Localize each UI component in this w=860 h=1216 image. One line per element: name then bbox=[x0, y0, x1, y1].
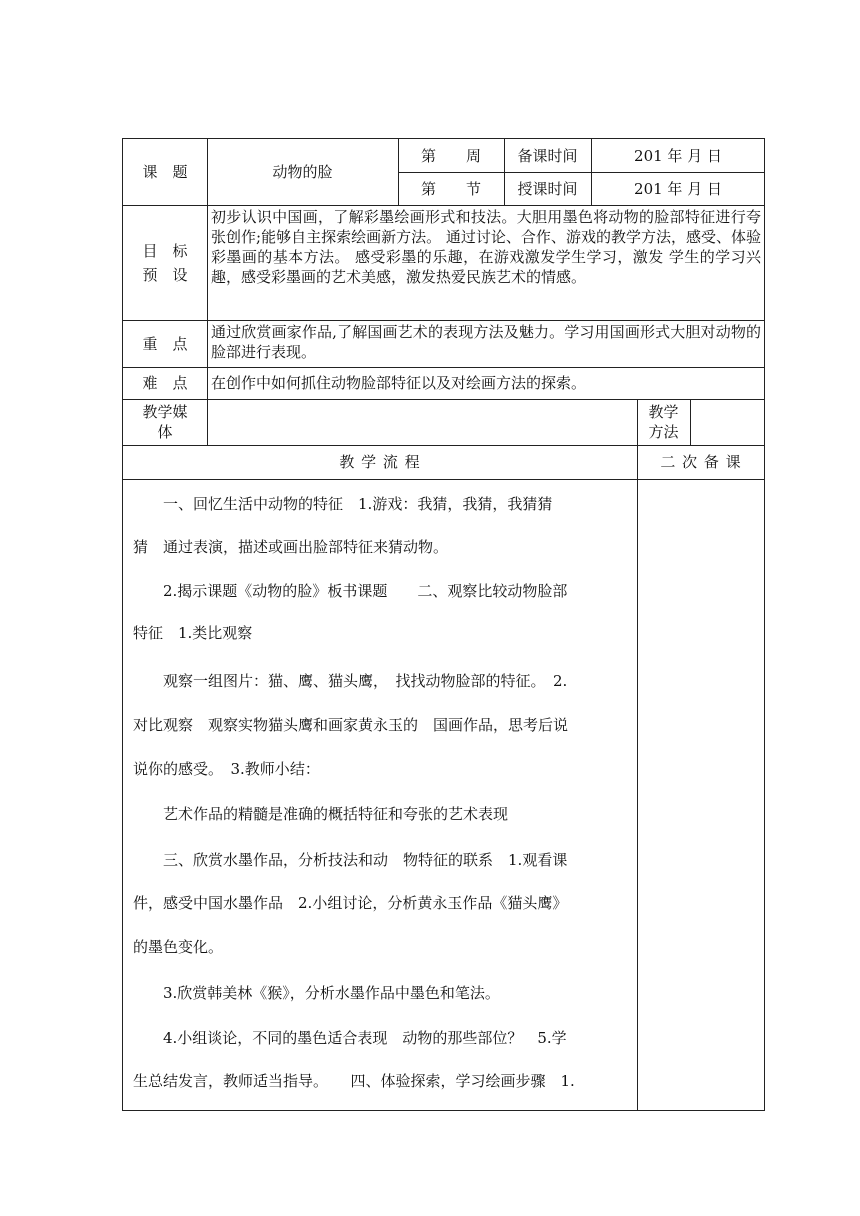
teach-time-value: 201 年 月 日 bbox=[634, 179, 722, 198]
teach-time-label: 授课时间 bbox=[517, 179, 578, 198]
method-label-line1: 教学 bbox=[648, 403, 679, 421]
flow-line: 对比观察 观察实物猫头鹰和画家黄永玉的 国画作品，思考后说 bbox=[133, 716, 569, 734]
flow-line: 4.小组谈论，不同的墨色适合表现 动物的那些部位？ 5.学 bbox=[163, 1029, 567, 1047]
method-label-line2: 方法 bbox=[648, 423, 679, 441]
goals-label-line2: 预 设 bbox=[142, 265, 188, 284]
week-label: 第 周 bbox=[420, 146, 481, 165]
method-value bbox=[690, 399, 765, 445]
section-label: 第 节 bbox=[420, 179, 481, 198]
second-prep-header: 二 次 备 课 bbox=[660, 453, 742, 471]
key-points-label: 重 点 bbox=[142, 334, 188, 353]
flow-line: 说你的感受。 3.教师小结： bbox=[133, 760, 320, 778]
media-label-line1: 教学媒 bbox=[142, 403, 188, 421]
prep-time-value: 201 年 月 日 bbox=[634, 146, 722, 165]
flow-line: 的墨色变化。 bbox=[133, 938, 224, 956]
difficulties-label: 难 点 bbox=[142, 374, 188, 392]
flow-line: 特征 1.类比观察 bbox=[133, 624, 253, 642]
flow-line: 件，感受中国水墨作品 2.小组讨论，分析黄永玉作品《猫头鹰》 bbox=[133, 894, 568, 912]
goals-label-line1: 目 标 bbox=[142, 241, 188, 260]
prep-time-label: 备课时间 bbox=[517, 146, 578, 165]
media-value bbox=[207, 399, 637, 445]
topic-label: 课 题 bbox=[142, 163, 188, 181]
flow-line: 艺术作品的精髓是准确的概括特征和夸张的艺术表现 bbox=[163, 805, 509, 823]
method-label bbox=[637, 399, 690, 445]
media-label bbox=[123, 399, 207, 445]
difficulties-text: 在创作中如何抓住动物脸部特征以及对绘画方法的探索。 bbox=[211, 374, 587, 392]
key-points-text: 通过欣赏画家作品,了解国画艺术的表现方法及魅力。学习用国画形式大胆对动物的脸部进行表现。 bbox=[211, 323, 761, 361]
goals-label bbox=[123, 205, 207, 320]
media-label-line2: 体 bbox=[157, 423, 173, 441]
flow-header: 教 学 流 程 bbox=[339, 453, 421, 471]
flow-line: 三、欣赏水墨作品，分析技法和动 物特征的联系 1.观看课 bbox=[163, 851, 568, 869]
flow-line: 猜 通过表演，描述或画出脸部特征来猜动物。 bbox=[133, 538, 449, 556]
flow-body bbox=[123, 479, 637, 1111]
flow-line: 观察一组图片：猫、鹰、猫头鹰， 找找动物脸部的特征。 2. bbox=[163, 672, 568, 690]
goals-text: 初步认识中国画，了解彩墨绘画形式和技法。大胆用墨色将动物的脸部特征进行夸张创作;能够自主探索绘画新方法。 通过讨论、合作、游戏的教学方法，感受、体验彩墨画的基本方法。 感受彩墨的乐趣，在游戏激发学生学习，激发 学生的学习兴趣，感受彩墨画的艺术美感，激发热爱民族艺术的情感。 bbox=[211, 208, 761, 286]
topic-value: 动物的脸 bbox=[272, 163, 333, 181]
flow-line: 3.欣赏韩美林《猴》，分析水墨作品中墨色和笔法。 bbox=[163, 984, 500, 1002]
flow-line: 生总结发言，教师适当指导。 四、体验探索，学习绘画步骤 1. bbox=[133, 1072, 575, 1090]
flow-line: 一、回忆生活中动物的特征 1.游戏：我猜，我猜，我猜猜 bbox=[163, 495, 553, 513]
flow-line: 2.揭示课题《动物的脸》板书课题 二、观察比较动物脸部 bbox=[163, 582, 568, 600]
lesson-plan-table bbox=[122, 138, 765, 1111]
col-divider bbox=[637, 399, 638, 1111]
